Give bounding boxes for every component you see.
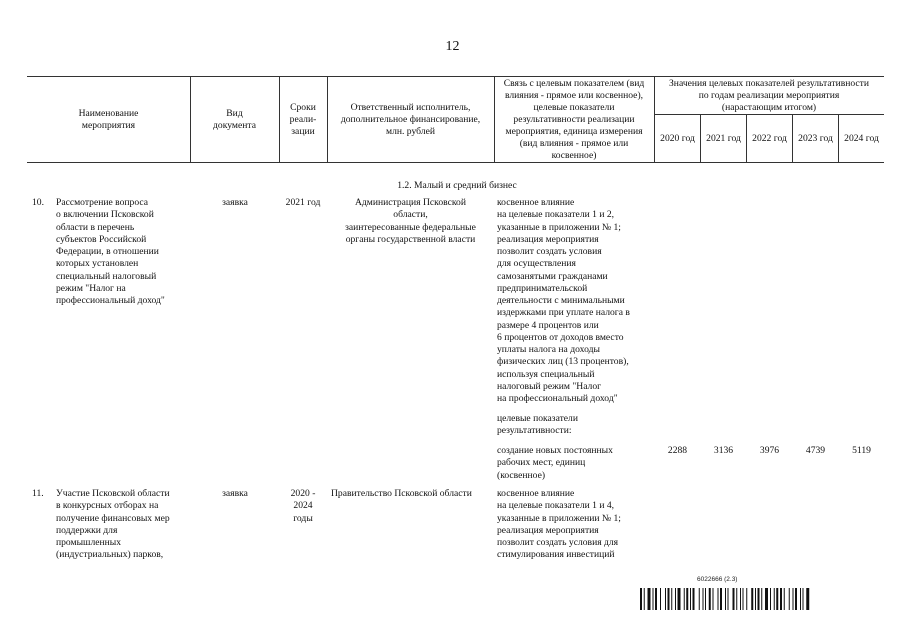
barcode-bar	[665, 588, 666, 610]
value-2021: 3136	[713, 445, 734, 456]
barcode-bar	[699, 588, 700, 610]
header-values: Значения целевых показателей результативности по годам реализации мероприятия (нарастающим итогом)	[669, 78, 869, 113]
link-line: используя специальный	[497, 368, 595, 380]
barcode-bar	[690, 588, 691, 610]
link-line: косвенное влияние	[497, 197, 575, 208]
header-doc-type: Вид документа	[213, 108, 256, 131]
link-line: 6 процентов от доходов вместо	[497, 331, 624, 343]
barcode-bar	[668, 588, 670, 610]
link-line: налоговый режим "Налог	[497, 380, 602, 392]
barcode-bar	[660, 588, 661, 610]
barcode-bar	[675, 588, 676, 610]
header-year-2021: 2021 год	[706, 133, 741, 144]
barcode-bar	[736, 588, 737, 610]
link-line: на целевые показатели 1 и 4,	[497, 500, 615, 512]
barcode-bar	[709, 588, 711, 610]
barcode-bar	[751, 588, 753, 610]
term-line: 2020 -	[290, 488, 316, 499]
exec-line: органы государственной власти	[345, 233, 476, 245]
row-executor	[331, 488, 494, 500]
section-title: 1.2. Малый и средний бизнес	[397, 180, 517, 191]
value-2024: 5119	[852, 445, 871, 456]
link-line: уплаты налога на доходы	[497, 344, 600, 356]
barcode-bar	[684, 588, 685, 610]
barcode-bar	[686, 588, 688, 610]
name-line: (индустриальных) парков,	[56, 549, 164, 561]
barcode-bar	[703, 588, 704, 610]
barcode-bar	[784, 588, 785, 610]
barcode-bar	[780, 588, 782, 610]
name-line: Рассмотрение вопроса	[56, 197, 149, 208]
exec-line: Администрация Псковской	[355, 197, 466, 208]
barcode-bar	[693, 588, 695, 610]
row-term	[279, 488, 327, 525]
barcode-bar	[770, 588, 771, 610]
years-header-divider	[654, 114, 884, 115]
header-indicator-link: Связь с целевым показателем (вид влияния - прямое или косвенное), целевые показатели результативности реализации мероприятия, единица измерения (вид влияния - прямое или косвенное)	[503, 78, 645, 161]
term-line: 2024	[293, 500, 313, 512]
page-number: 12	[445, 39, 460, 54]
barcode-bar	[728, 588, 729, 610]
barcode-bar	[640, 588, 642, 610]
link-line: физических лиц (13 процентов),	[497, 356, 629, 368]
table-top-border	[27, 76, 884, 77]
row-name	[56, 197, 196, 307]
header-year-2024: 2024 год	[844, 133, 879, 144]
barcode-bar	[765, 588, 768, 610]
link-line: издержками при уплате налога в	[497, 307, 630, 319]
header-term: Сроки реали-зации	[289, 102, 317, 137]
exec-line: Правительство Псковской области	[331, 488, 472, 499]
name-line: режим "Налог на	[56, 282, 126, 294]
name-line: профессиональный доход"	[56, 295, 165, 307]
label-line: результативности:	[497, 425, 572, 437]
header-year-2023: 2023 год	[798, 133, 833, 144]
barcode-bar	[720, 588, 722, 610]
barcode-bar	[725, 588, 726, 610]
barcode-bar	[705, 588, 706, 610]
barcode-bar	[774, 588, 775, 610]
row-indicator-link	[497, 197, 657, 406]
barcode-bar	[800, 588, 801, 610]
link-line: косвенное влияние	[497, 488, 575, 499]
row-name	[56, 488, 196, 562]
barcode-bar	[758, 588, 760, 610]
name-line: получение финансовых мер	[56, 512, 170, 524]
barcode-bar	[746, 588, 747, 610]
indicator-line: создание новых постоянных	[497, 445, 613, 456]
link-line: деятельности с минимальными	[497, 295, 625, 307]
table-header-bottom-border	[27, 162, 884, 163]
barcode-bar	[793, 588, 794, 610]
name-line: специальный налоговый	[56, 270, 157, 282]
barcode-bar	[803, 588, 804, 610]
barcode-bar	[653, 588, 654, 610]
link-line: размере 4 процентов или	[497, 319, 599, 331]
row-indicator-link	[497, 488, 657, 562]
barcode-bar	[648, 588, 651, 610]
row-doc-type: заявка	[222, 488, 248, 499]
barcode-bar	[644, 588, 645, 610]
name-line: Участие Псковской области	[56, 488, 170, 499]
link-line: на профессиональный доход"	[497, 393, 618, 405]
row-executor	[327, 197, 494, 246]
name-line: Федерации, в отношении	[56, 246, 159, 258]
exec-line: заинтересованные федеральные	[345, 221, 476, 233]
barcode-bar	[755, 588, 756, 610]
link-line: стимулирования инвестиций	[497, 549, 615, 561]
barcode-bar	[806, 588, 809, 610]
indicator-jobs	[497, 445, 657, 482]
row-doc-type: заявка	[222, 197, 248, 208]
name-line: в конкурсных отборах на	[56, 500, 159, 512]
barcode-bar	[776, 588, 778, 610]
value-2023: 4739	[805, 445, 826, 456]
indicator-line: (косвенное)	[497, 469, 546, 481]
link-line: предпринимательской	[497, 282, 588, 294]
header-year-2020: 2020 год	[660, 133, 695, 144]
name-line: которых установлен	[56, 258, 139, 270]
barcode-bar	[795, 588, 797, 610]
barcode-bar	[713, 588, 714, 610]
barcode-bar	[678, 588, 681, 610]
link-line: указанные в приложении № 1;	[497, 221, 621, 233]
link-line: позволит создать условия для	[497, 537, 619, 549]
link-line: позволит создать условия	[497, 246, 602, 258]
barcode-bar	[671, 588, 672, 610]
name-line: поддержки для	[56, 524, 118, 536]
barcode-bar	[761, 588, 762, 610]
barcode	[640, 588, 884, 610]
value-2020: 2288	[667, 445, 688, 456]
barcode-number: 6022666 (2.3)	[697, 576, 738, 583]
link-line: указанные в приложении № 1;	[497, 512, 621, 524]
row-term	[279, 197, 327, 209]
name-line: о включении Псковской	[56, 209, 154, 221]
term-line: годы	[293, 512, 313, 524]
name-line: субъектов Российской	[56, 233, 147, 245]
barcode-bar	[718, 588, 719, 610]
term-line: 2021 год	[285, 197, 321, 208]
indicator-line: рабочих мест, единиц	[497, 457, 586, 469]
indicators-label	[497, 413, 657, 438]
value-2022: 3976	[759, 445, 780, 456]
header-executor: Ответственный исполнитель, дополнительное финансирование, млн. рублей	[340, 102, 481, 137]
label-line: целевые показатели	[497, 413, 578, 424]
barcode-bar	[655, 588, 657, 610]
barcode-bar	[789, 588, 790, 610]
row-number: 10.	[32, 197, 44, 208]
name-line: промышленных	[56, 537, 122, 549]
barcode-bar	[733, 588, 735, 610]
link-line: для осуществления	[497, 258, 576, 270]
name-line: области в перечень	[56, 221, 135, 233]
exec-line: области,	[393, 209, 428, 221]
link-line: самозанятыми гражданами	[497, 270, 608, 282]
barcode-bar	[740, 588, 741, 610]
header-name: Наименование мероприятия	[78, 108, 139, 131]
row-number: 11.	[32, 488, 44, 499]
barcode-bar	[743, 588, 744, 610]
link-line: на целевые показатели 1 и 2,	[497, 209, 615, 221]
link-line: реализация мероприятия	[497, 233, 599, 245]
header-year-2022: 2022 год	[752, 133, 787, 144]
link-line: реализация мероприятия	[497, 524, 599, 536]
